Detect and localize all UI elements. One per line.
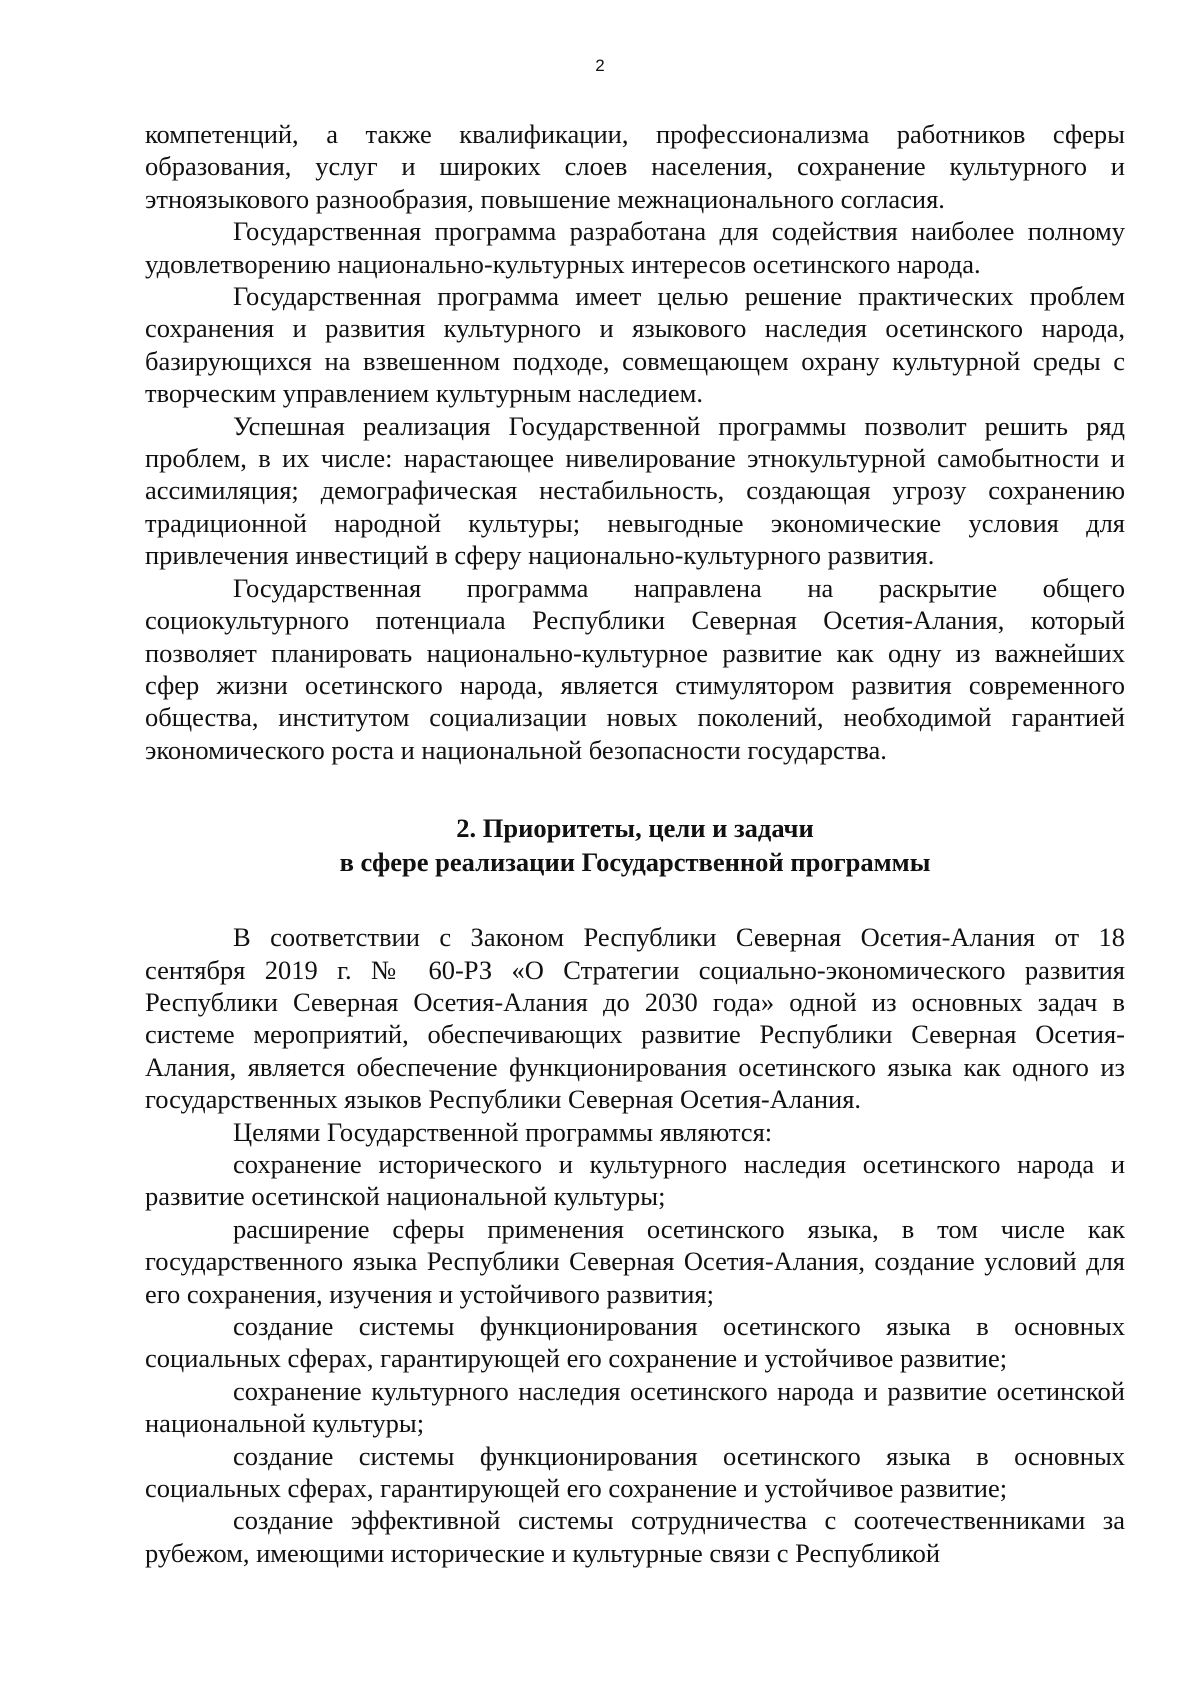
document-body xyxy=(145,118,1125,1569)
section-heading xyxy=(145,811,1125,879)
goal-item: сохранение исторического и культурного наследия осетинского народа и развитие осетинской национальной культуры; xyxy=(145,1148,1125,1212)
goal-item: расширение сферы применения осетинского языка, в том числе как государственного языка Республики Северная Осетия-Алания, создание условий для его сохранения, изучения и устойчивого развития; xyxy=(145,1213,1125,1309)
goal-item: сохранение культурного наследия осетинского народа и развитие осетинской национальной культуры; xyxy=(145,1375,1125,1439)
goal-item: создание эффективной системы сотрудничества с соотечественниками за рубежом, имеющими исторические и культурные связи с Республикой xyxy=(145,1505,1125,1568)
paragraph: Государственная программа разработана для содействия наиболее полному удовлетворению национально-культурных интересов осетинского народа. xyxy=(145,216,1125,279)
goal-item: создание системы функционирования осетинского языка в основных социальных сферах, гарантирующей его сохранение и устойчивое развитие; xyxy=(145,1311,1125,1374)
goal-item: создание системы функционирования осетинского языка в основных социальных сферах, гарантирующей его сохранение и устойчивое развитие; xyxy=(145,1440,1125,1504)
section-heading-line: 2. Приоритеты, цели и задачи xyxy=(456,813,814,844)
page-number: 2 xyxy=(595,56,605,75)
section-heading-line: в сфере реализации Государственной программы xyxy=(339,847,931,878)
paragraph-continuation: компетенций, а также квалификации, профессионализма работников сферы образования, услуг и широких слоев населения, сохранение культурного и этноязыкового разнообразия, повышение межнационального согласия. xyxy=(145,119,1125,214)
section-intro-paragraph: В соответствии с Законом Республики Северная Осетия-Алания от 18 сентября 2019 г. № 60-РЗ «О Стратегии социально-экономического развития Республики Северная Осетия-Алания до 2030 года» одной из основных задач в системе мероприятий, обеспечивающих развитие Республики Северная Осетия-Алания, является обеспечение функционирования осетинского языка как одного из государственных языков Республики Северная Осетия-Алания. xyxy=(145,922,1125,1115)
paragraph: Государственная программа имеет целью решение практических проблем сохранения и развития культурного и языкового наследия осетинского народа, базирующихся на взвешенном подходе, совмещающем охрану культурной среды с творческим управлением культурным наследием. xyxy=(145,281,1125,409)
paragraph: Государственная программа направлена на раскрытие общего социокультурного потенциала Республики Северная Осетия-Алания, который позволяет планировать национально-культурное развитие как одну из важнейших сфер жизни осетинского народа, является стимулятором развития современного общества, институтом социализации новых поколений, необходимой гарантией экономического роста и национальной безопасности государства. xyxy=(145,572,1125,765)
paragraph: Успешная реализация Государственной программы позволит решить ряд проблем, в их числе: нарастающее нивелирование этнокультурной самобытности и ассимиляция; демографическая нестабильность, создающая угрозу сохранению традиционной народной культуры; невыгодные экономические условия для привлечения инвестиций в сферу национально-культурного развития. xyxy=(145,410,1125,571)
goals-lead: Целями Государственной программы являются: xyxy=(233,1116,773,1147)
